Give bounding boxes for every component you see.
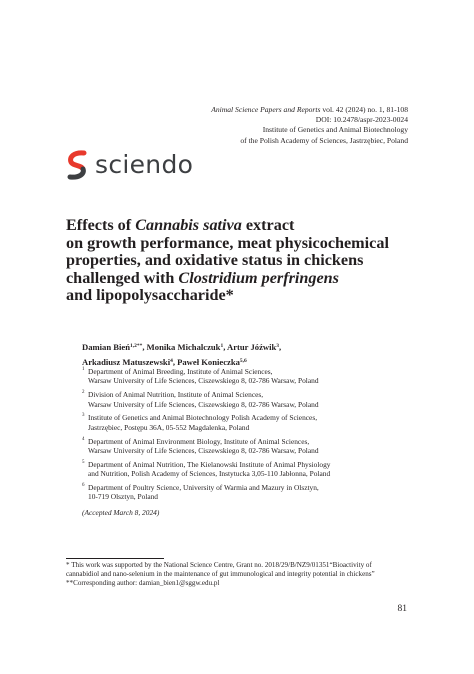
affiliation xyxy=(82,437,422,456)
journal-header xyxy=(211,105,408,146)
affiliation-text: Department of Animal Environment Biology, Institute of Animal Sciences, xyxy=(88,436,310,446)
affiliation-text: Department of Animal Nutrition, The Kielanowski Institute of Animal Physiology xyxy=(88,459,331,469)
affiliation-text: Warsaw University of Life Sciences, Ciszewskiego 8, 02-786 Warsaw, Poland xyxy=(88,446,319,456)
sciendo-logo-icon xyxy=(66,150,88,180)
title-line: and lipopolysaccharide* xyxy=(66,286,234,304)
affiliation-number: 1 xyxy=(82,367,85,372)
author-name: Damian Bień xyxy=(82,342,130,352)
affiliation-text: and Nutrition, Polish Academy of Sciences, Instytucka 3,05-110 Jabłonna, Poland xyxy=(88,469,331,479)
title-line: on growth performance, meat physicochemical xyxy=(66,233,389,252)
doi: DOI: 10.2478/aspr-2023-0024 xyxy=(315,115,408,125)
affiliation xyxy=(82,367,422,386)
affiliation-text: Jastrzębiec, Postępu 36A, 05-552 Magdalenka, Poland xyxy=(88,422,250,432)
affiliation-text: Department of Animal Breeding, Institute of Animal Sciences, xyxy=(88,367,273,376)
affiliation-number: 3 xyxy=(82,413,85,419)
affiliation-text: Institute of Genetics and Animal Biotechnology Polish Academy of Sciences, xyxy=(88,413,318,423)
affiliation-number: 4 xyxy=(82,436,85,442)
affiliation-text: Warsaw University of Life Sciences, Ciszewskiego 8, 02-786 Warsaw, Poland xyxy=(88,376,319,386)
title-text: challenged with xyxy=(66,268,179,287)
accepted-date: (Accepted March 8, 2024) xyxy=(82,508,160,517)
author-name: Monika Michalczuk xyxy=(146,342,221,352)
affiliation-text: Division of Animal Nutrition, Institute of Animal Sciences, xyxy=(88,390,264,400)
title-line xyxy=(66,217,416,235)
footnote-divider xyxy=(66,558,164,559)
paper-title xyxy=(66,217,416,305)
affiliation-number: 2 xyxy=(82,390,85,396)
author-list xyxy=(82,339,412,369)
title-species: Clostridium perfringens xyxy=(178,268,339,287)
author-name: Arkadiusz Matuszewski xyxy=(82,357,171,367)
sciendo-logo xyxy=(66,150,193,180)
footnotes xyxy=(66,561,416,588)
affiliation xyxy=(82,413,422,432)
funding-footnote: cannabidiol and nano-selenium in the maintenance of gut immunological and integrity potential in chickens” xyxy=(66,570,375,579)
author-affiliation: 4 xyxy=(170,358,173,364)
title-text: Effects of xyxy=(66,216,136,234)
author-line: Damian Bień$^{1,2**}$, Monika Michalczuk$^1$, Artur Jóźwik$^3$, xyxy=(82,342,282,352)
affiliation-text: Department of Poultry Science, University of Warmia and Mazury in Olsztyn, xyxy=(88,483,319,493)
publisher-line-1: Institute of Genetics and Animal Biotechnology xyxy=(262,125,408,135)
affiliation-number: 6 xyxy=(82,483,85,489)
affiliation-number: 5 xyxy=(82,459,85,465)
title-text: extract xyxy=(241,216,295,234)
affiliation-text: Warsaw University of Life Sciences, Ciszewskiego 8, 02-786 Warsaw, Poland xyxy=(88,399,319,409)
funding-footnote: * This work was supported by the National Science Centre, Grant no. 2018/29/B/NZ9/01351“Bioactivity of xyxy=(66,561,372,569)
journal-citation xyxy=(211,105,408,115)
affiliation xyxy=(82,390,422,409)
title-species: Cannabis sativa xyxy=(135,216,242,234)
author-affiliation: 5,6 xyxy=(239,358,247,364)
author-name: Artur Jóźwik xyxy=(227,342,277,352)
page-number: 81 xyxy=(397,604,407,614)
author-affiliation: 1 xyxy=(220,343,224,349)
journal-name: Animal Science Papers and Reports xyxy=(211,105,321,114)
affiliation xyxy=(82,460,422,479)
title-line: properties, and oxidative status in chickens xyxy=(66,251,364,269)
author-affiliation: 3 xyxy=(276,343,280,349)
logo-wordmark: sciendo xyxy=(95,150,194,179)
title-line xyxy=(66,270,416,288)
affiliation-list xyxy=(82,367,422,506)
affiliation xyxy=(82,483,422,502)
author-affiliation: 1,2** xyxy=(130,343,143,349)
author-line: Arkadiusz Matuszewski$^4$, Paweł Konieczka$^{5,6}$ xyxy=(82,357,247,367)
publisher-line-2: of the Polish Academy of Sciences, Jastrzębiec, Poland xyxy=(240,135,408,145)
author-name: Paweł Konieczka xyxy=(177,357,240,367)
journal-volume: vol. 42 (2024) no. 1, 81-108 xyxy=(320,105,408,114)
affiliation-text: 10-719 Olsztyn, Poland xyxy=(88,492,159,502)
corresponding-author: **Corresponding author: damian_bien1@sggw.edu.pl xyxy=(66,579,220,588)
